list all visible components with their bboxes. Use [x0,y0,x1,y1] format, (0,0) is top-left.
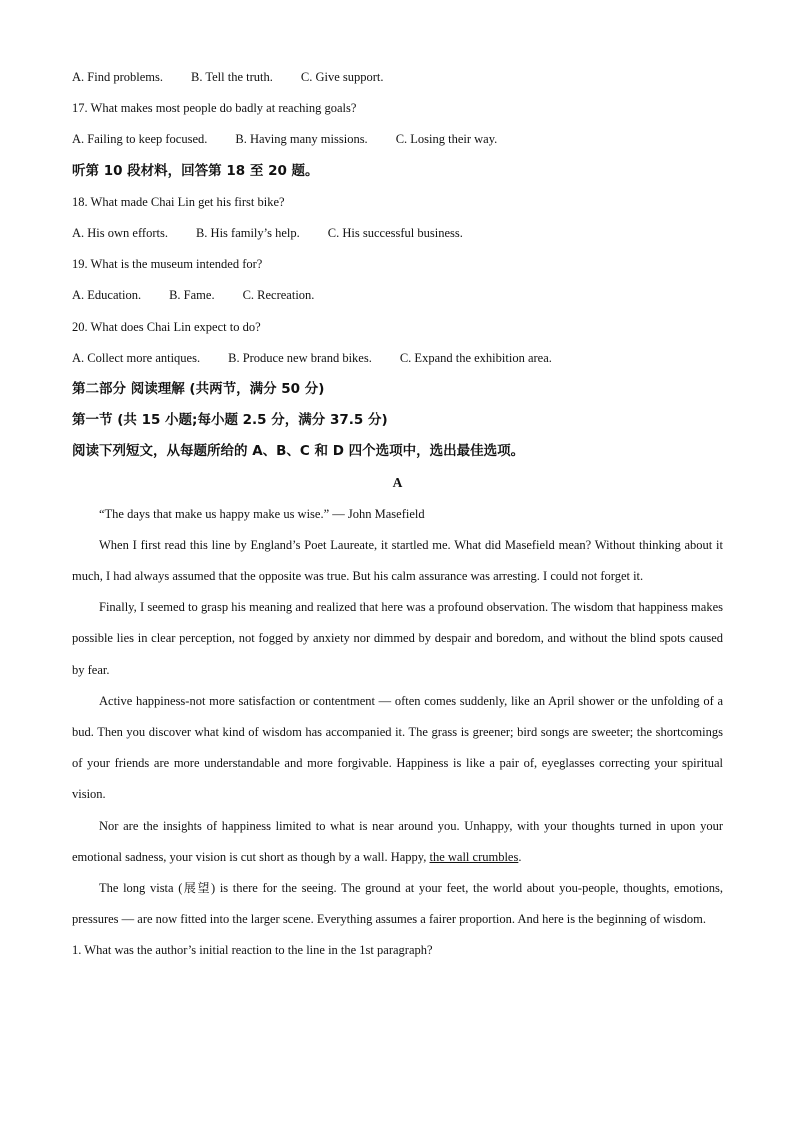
chinese-gloss: 展望 [182,881,211,896]
option-c: C. Give support. [300,70,384,84]
option-a: A. His own efforts. [72,225,168,240]
option-b: B. Tell the truth. [190,70,273,84]
q17-question: 17. What makes most people do badly at reaching goals? [72,101,357,116]
q20-question: 20. What does Chai Lin expect to do? [72,319,261,334]
exam-page [72,62,723,967]
option-c: C. Losing their way. [395,132,498,147]
reading-instruction: 阅读下列短文，从每题所给的 A、B、C 和 D 四个选项中，选出最佳选项。 [72,443,525,460]
option-c: C. Recreation. [242,288,315,303]
option-c: C. Expand the exhibition area. [399,350,552,365]
option-c: C. His successful business. [327,225,463,240]
option-a: A. Find problems. [72,70,163,84]
option-a: A. Failing to keep focused. [72,132,208,147]
option-a: A. Collect more antiques. [72,350,201,365]
q19-question: 19. What is the museum intended for? [72,257,263,272]
q18-options [72,218,723,249]
section10-instruction: 听第 10 段材料，回答第 18 至 20 题。 [72,162,319,179]
underlined-phrase: the wall crumbles [429,849,519,864]
section1-title: 第一节 (共 15 小题;每小题 2.5 分，满分 37.5 分) [72,412,388,429]
option-a: A. Education. [72,288,142,303]
paragraph-5-text-b: ) is there for the seeing. The ground at your feet, the world about you-people, thoughts, emotions, pressures — are now fitted into the larger scene. Everything assumes a fairer proportion. And here is the beginning of wisdom. [72,881,723,927]
passage-paragraph-4 [72,811,723,873]
passage-paragraph-5 [72,873,723,935]
q20-options [72,343,723,374]
paragraph-5-text-a: The long vista ( [99,881,183,896]
q18-question: 18. What made Chai Lin get his first bike? [72,194,285,209]
q16-options [72,62,723,93]
passage-paragraph-1: When I first read this line by England’s Poet Laureate, it startled me. What did Masefield mean? Without thinking about it much, I had always assumed that the opposite was true. But his calm assurance was arresting. I could not forget it. [72,537,723,584]
passage-quote: “The days that make us happy make us wise.” — John Masefield [99,506,425,521]
q1-question: 1. What was the author’s initial reaction to the line in the 1st paragraph? [72,943,433,958]
option-b: B. Produce new brand bikes. [228,350,372,365]
paragraph-4-end: . [518,849,522,864]
passage-paragraph-3: Active happiness-not more satisfaction or contentment — often comes suddenly, like an April shower or the unfolding of a bud. Then you discover what kind of wisdom has accompanied it. The grass is greener; bird songs are sweeter; the shortcomings of your friends are more understandable and more forgivable. Happiness is like a pair of, eyeglasses correcting your spiritual vision. [72,693,723,802]
q19-options [72,280,723,311]
option-b: B. His family’s help. [195,225,300,240]
passage-letter: A [392,475,403,491]
paragraph-4-text: Nor are the insights of happiness limited to what is near around you. Unhappy, with your thoughts turned in upon your emotional sadness, your vision is cut short as though by a wall. Happy, [72,818,723,864]
option-b: B. Having many missions. [235,132,368,147]
part2-title: 第二部分 阅读理解 (共两节，满分 50 分) [72,380,325,397]
passage-paragraph-2: Finally, I seemed to grasp his meaning and realized that here was a profound observation. The wisdom that happiness makes possible lies in clear perception, not fogged by anxiety nor dimmed by despair and boredom, and without the blind spots caused by fear. [72,600,723,677]
option-b: B. Fame. [169,288,215,303]
q17-options [72,124,723,155]
